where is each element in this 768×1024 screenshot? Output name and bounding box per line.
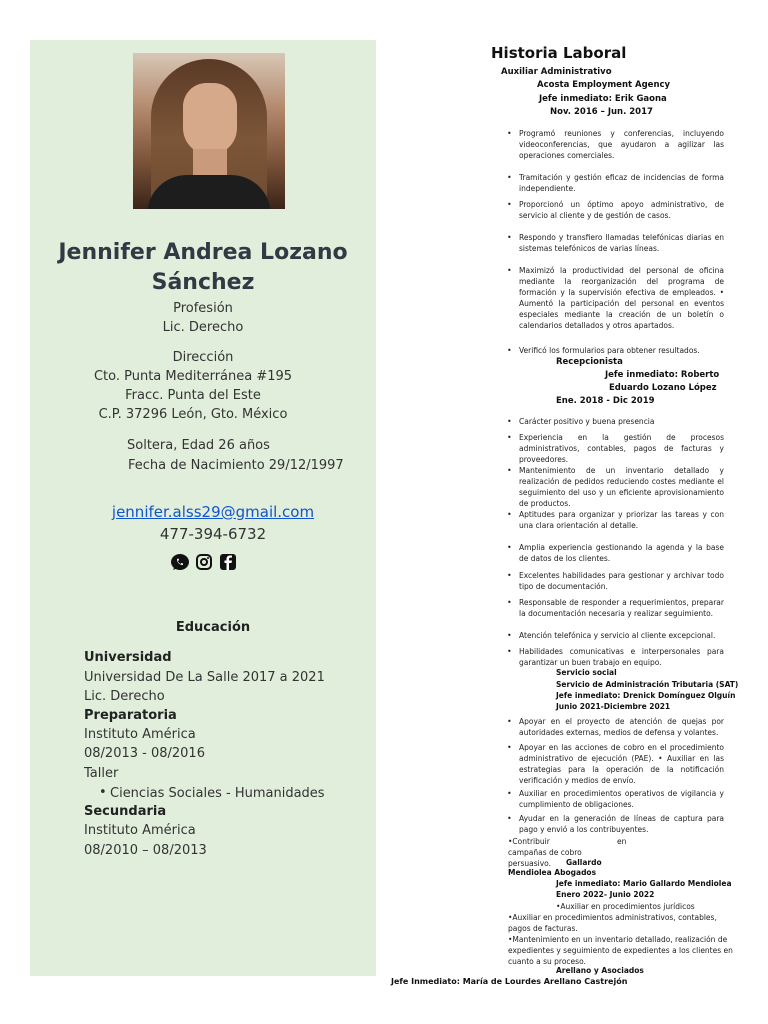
whatsapp-icon[interactable] <box>170 553 190 571</box>
name-line-1: Jennifer Andrea Lozano <box>58 240 348 265</box>
job2-bullet: • Mantenimiento de un inventario detallado y realización de pedidos reduciendo costes mediante el seguimiento del uso y un eficiente aprovisionamiento de productos. <box>519 465 724 509</box>
job1-company: Acosta Employment Agency <box>537 80 671 90</box>
university-heading: Universidad <box>84 650 172 665</box>
job1-role: Auxiliar Administrativo <box>501 67 612 77</box>
education-title: Educación <box>175 620 251 635</box>
job2-bullet: • Excelentes habilidades para gestionar y archivar todo tipo de documentación. <box>519 570 724 592</box>
job4-bullet-3c: cuanto a su proceso. <box>508 957 586 966</box>
name-line-2: Sánchez <box>151 270 255 295</box>
job4-bullet-3b: expedientes y seguimiento de expedientes a los clientes en <box>508 946 733 955</box>
job2-bullet: • Experiencia en la gestión de procesos administrativos, contables, pagos de facturas y proveedores. <box>519 432 724 465</box>
job2-boss-line-2: Eduardo Lozano López <box>609 383 717 393</box>
secondary-dates: 08/2010 – 08/2013 <box>84 843 207 858</box>
job4-bullet-1: •Auxiliar en procedimientos jurídicos <box>556 902 695 911</box>
phone-number: 477-394-6732 <box>159 525 267 543</box>
job1-bullet: • Verificó los formularios para obtener resultados. <box>519 345 724 356</box>
taller-label: Taller <box>84 766 119 781</box>
photo-face <box>183 83 237 155</box>
secondary-school: Instituto América <box>84 823 196 838</box>
job4-bullet-2b: pagos de facturas. <box>508 924 578 933</box>
job3-bullet: • Apoyar en el proyecto de atención de quejas por autoridades externas, medios de defensa y volantes. <box>519 716 724 738</box>
job2-bullet: • Carácter positivo y buena presencia <box>519 416 724 427</box>
job3-bullet: • Ayudar en la generación de líneas de captura para pago y envió a los contribuyentes. <box>519 813 724 835</box>
job1-bullet: • Programó reuniones y conferencias, incluyendo videoconferencias, que ayudaron a agilizar las operaciones comerciales. <box>519 128 724 161</box>
address-line-1: Cto. Punta Mediterránea #195 <box>93 369 293 384</box>
university-degree: Lic. Derecho <box>84 689 165 704</box>
job5-boss: Jefe Inmediato: María de Lourdes Arellano Castrejón <box>391 977 628 986</box>
job1-bullet: • Respondo y transfiero llamadas telefónicas diarias en sistemas telefónicos de varias líneas. <box>519 232 724 254</box>
job4-bullet-3a: •Mantenimiento en un inventario detallado, realización de <box>508 935 728 944</box>
job1-boss: Jefe inmediato: Erik Gaona <box>539 94 667 104</box>
instagram-icon[interactable] <box>194 553 214 571</box>
candidate-name <box>40 238 366 298</box>
job3-last-b: en <box>617 837 627 846</box>
job3-boss: Jefe inmediato: Drenick Domínguez Olguín <box>556 691 736 700</box>
profession-value: Lic. Derecho <box>162 320 244 335</box>
job3-last-d: persuasivo. <box>508 859 551 868</box>
job3-company: Servicio de Administración Tributaria (SAT) <box>556 680 739 689</box>
job3-role: Servicio social <box>556 668 617 677</box>
university-name: Universidad De La Salle 2017 a 2021 <box>84 670 325 685</box>
job3-dates: Junio 2021-Diciembre 2021 <box>556 702 671 711</box>
job3-last-a: •Contribuir <box>508 837 550 846</box>
address-line-2: Fracc. Punta del Este <box>125 388 261 403</box>
marital-status: Soltera, Edad 26 años <box>127 438 270 453</box>
job1-bullet: • Proporcionó un óptimo apoyo administrativo, de servicio al cliente y de gestión de casos. <box>519 199 724 221</box>
job3-last-c: campañas de cobro <box>508 848 582 857</box>
job2-bullet: • Amplia experiencia gestionando la agenda y la base de datos de los clientes. <box>519 542 724 564</box>
job4-boss: Jefe inmediato: Mario Gallardo Mendiolea <box>556 879 732 888</box>
social-icons <box>170 553 238 571</box>
job2-role: Recepcionista <box>556 357 623 367</box>
job4-firm-a: Gallardo <box>566 858 602 867</box>
profile-photo <box>133 53 285 209</box>
job1-bullet: • Tramitación y gestión eficaz de incidencias de forma independiente. <box>519 172 724 194</box>
job3-bullet: • Auxiliar en procedimientos operativos de vigilancia y cumplimiento de obligaciones. <box>519 788 724 810</box>
birth-date: Fecha de Nacimiento 29/12/1997 <box>128 458 344 473</box>
email-link[interactable]: jennifer.alss29@gmail.com <box>111 503 315 521</box>
job2-boss-line-1: Jefe inmediato: Roberto <box>605 370 720 380</box>
taller-item: • Ciencias Sociales - Humanidades <box>110 786 325 801</box>
job3-bullet: • Apoyar en las acciones de cobro en el procedimiento administrativo de ejecución (PAE). • Auxiliar en las estrategias para la operación de la notificación verificación y medios de envío. <box>519 742 724 786</box>
prep-school: Instituto América <box>84 727 196 742</box>
job2-bullet: • Habilidades comunicativas e interpersonales para garantizar un buen trabajo en equipo. <box>519 646 724 668</box>
job2-bullet: • Aptitudes para organizar y priorizar las tareas y con una clara orientación al detalle. <box>519 509 724 531</box>
job1-bullet: • Maximizó la productividad del personal de oficina mediante la reorganización del programa de formación y la supervisión efectiva de empleados. • Aumentó la participación del personal en eventos especiales mediante la creación de un boletín o calendarios detallados y otros apartados. <box>519 265 724 331</box>
address-line-3: C.P. 37296 León, Gto. México <box>98 407 288 422</box>
job4-firm-b: Mendiolea Abogados <box>508 868 597 877</box>
job2-dates: Ene. 2018 - Dic 2019 <box>556 396 655 406</box>
work-history-title: Historia Laboral <box>491 44 627 62</box>
facebook-icon[interactable] <box>218 553 238 571</box>
job2-bullet: • Atención telefónica y servicio al cliente excepcional. <box>519 630 724 641</box>
job4-bullet-2a: •Auxiliar en procedimientos administrativos, contables, <box>508 913 717 922</box>
job2-bullet: • Responsable de responder a requerimientos, preparar la documentación necesaria y realizar seguimiento. <box>519 597 724 619</box>
profession-label: Profesión <box>173 301 233 316</box>
prep-dates: 08/2013 - 08/2016 <box>84 746 205 761</box>
job1-dates: Nov. 2016 – Jun. 2017 <box>550 107 653 117</box>
secondary-heading: Secundaria <box>84 804 167 819</box>
job4-dates: Enero 2022- Junio 2022 <box>556 890 655 899</box>
prep-heading: Preparatoria <box>84 708 177 723</box>
address-label: Dirección <box>172 350 234 365</box>
job5-firm: Arellano y Asociados <box>556 966 644 975</box>
